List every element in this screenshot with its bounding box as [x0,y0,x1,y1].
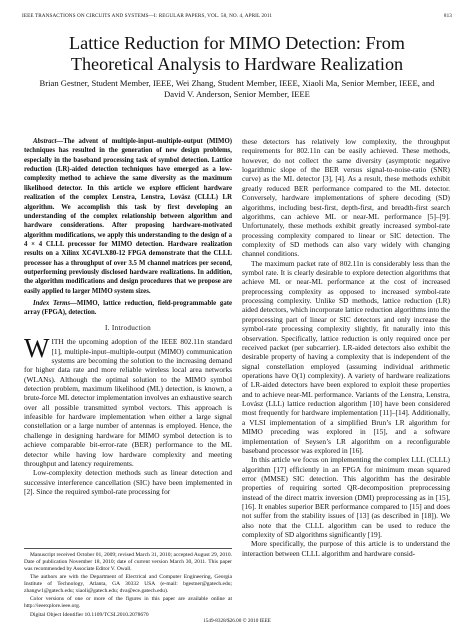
authors-line-1: Brian Gestner, Student Member, IEEE, Wei Zhang, Student Member, IEEE, Xiaoli Ma, Senior Member, IEEE, and [39,78,435,88]
right-paragraph-2: The maximum packet rate of 802.11n is considerably less than the symbol rate. It is clearly desirable to explore detection algorithms that achieve ML or near-ML performance at the cost of increased preprocessing complexity as opposed to increased symbol-rate processing complexity. Unlike SD methods, lattice reduction (LR) aided detectors, which incorporate lattice reduction algorithms into the preprocessing part of linear or SIC detectors and only increase the symbol-rate processing complexity slightly, fit naturally into this observation. Specifically, lattice reduction is only required once per received packet (per subcarrier). LR-aided detectors also exhibit the desirable property of having a complexity that is independent of the signal constellation employed (assuming individual arithmetic operations have O(1) complexity). A variety of hardware realizations of LR-aided detectors have been explored to exploit these properties and to achieve near-ML performance. Variants of the Lenstra, Lenstra, Lovász (LLL) lattice reduction algorithm [10] have been considered most frequently for hardware implementation [11]–[14]. Additionally, a VLSI implementation of a simplified Brun’s LR algorithm for MIMO preceding was explored in [15], and a software implementation of Seysen’s LR algorithm on a reconfigurable baseband processor was explored in [16]. [242,258,450,455]
right-paragraph-4: More specifically, the purpose of this article is to understand the interaction between CLLL algorithm and hardware consid- [242,539,450,558]
index-terms-text: MIMO, lattice reduction, field-programmable gate array (FPGA), detection. [24,300,232,317]
footnote-color: Color versions of one or more of the figures in this paper are available online at http://ieeexplore.ieee.org. [24,596,232,610]
abstract [24,137,232,296]
authors-line-2: David V. Anderson, Senior Member, IEEE [164,88,310,99]
right-column [242,137,450,558]
drop-cap: W [24,333,50,364]
index-terms [24,299,232,318]
footnote-affiliation: The authors are with the Department of Electrical and Computer Engineering, Georgia Institute of Technology, Atlanta, GA 30332 USA (e-mail: bgestner@gatech.edu; zhangw1@gatech.edu; xiaoli@gatech.edu; dva@ece.gatech.edu). [24,574,232,595]
right-paragraph-3: In this article we focus on implementing the complex LLL (CLLL) algorithm [17] efficiently in an FPGA for minimum mean squared error (MMSE) SIC detection. This algorithm has the desirable properties of requiring sorted QR-decomposition preprocessing instead of the direct matrix inversion (DMI) preprocessing as in [15], [16]. It enables superior BER performance compared to [15] and does not suffer from the stability issues of [13] (as described in [18]). We also note that the CLLL algorithm can be used to reduce the complexity of SD algorithms significantly [19]. [242,455,450,540]
page-number: 813 [443,13,452,19]
left-column [24,137,232,496]
right-paragraph-1: these detectors has relatively low complexity, the throughput requirements for 802.11n can be easily achieved. These methods, however, do not collect the same diversity (asymptotic negative logarithmic slope of the BER versus signal-to-noise-ratio (SNR) curve) as the ML detector [3], [4]. As a result, these methods exhibit greatly reduced BER performance compared to the ML detector. Conversely, hardware implementations of sphere decoding (SD) algorithms, including best-first, depth-first, and breadth-first search algorithms, can achieve ML or near-ML performance [5]–[9]. Unfortunately, these methods exhibit greatly increased symbol-rate processing complexity compared to linear or SIC detection. The complexity of SD methods can also vary widely with changing channel conditions. [242,137,450,259]
section-heading-introduction: I. Introduction [104,323,152,332]
author-list [0,78,474,99]
intro-paragraph-1-text: ITH the upcoming adoption of the IEEE 802.11n standard [1], multiple-input–multiple-output (MIMO) communication systems are becoming the solution to the increasing demand for higher data rate and more reliable wireless local area networks (WLANs). Although the optimal solution to the MIMO symbol detection problem, maximum likelihood (ML) detection, is known, a brute-force ML detector implementation involves an exhaustive search over all possible transmitted symbol vectors. This approach is infeasible for hardware implementation when either a large signal constellation or a large number of antennas is employed. Hence, the challenge in designing hardware for MIMO symbol detection is to achieve comparable bit-error-rate (BER) performance to the ML detector while having low hardware complexity and meeting throughput and latency requirements. [24,337,232,468]
footnotes [24,548,232,620]
footnote-received: Manuscript received October 01, 2009; revised March 31, 2010; accepted August 29, 2010. Date of publication November 18, 2010; date of current version March 30, 2011. This paper was recommended by Associate Editor V. Owall. [24,552,232,572]
title-line-1: Lattice Reduction for MIMO Detection: From [69,33,405,53]
intro-paragraph-1 [24,333,232,468]
abstract-label: Abstract— [33,138,64,145]
intro-paragraph-2: Low-complexity detection methods such as linear detection and successive interference cancellation (SIC) have been implemented in [2]. Since the required symbol-rate processing for [24,468,232,496]
paper-title [0,33,474,75]
journal-header: IEEE TRANSACTIONS ON CIRCUITS AND SYSTEMS—I: REGULAR PAPERS, VOL. 58, NO. 4, APRIL 2011 [22,13,273,19]
title-line-2: Theoretical Analysis to Hardware Realization [70,54,404,74]
index-terms-label: Index Terms— [33,300,77,308]
footnote-doi: Digital Object Identifier 10.1109/TCSI.2010.2078670 [30,611,149,618]
abstract-text: The advent of multiple-input–multiple-output (MIMO) techniques has resulted in the generation of new design problems, especially in the baseband processing task of symbol detection. Lattice reduction (LR)-aided detection techniques have emerged as a low-complexity method to achieve the same diversity as the maximum likelihood detector. In this article we explore efficient hardware realization of the complex Lenstra, Lenstra, Lovász (CLLL) LR algorithm. We accomplish this task by first developing an understanding of the complex relationship between algorithm and hardware considerations. After proposing hardware-motivated algorithm modifications, we apply this understanding to the design of a 4 × 4 CLLL processor for MIMO detection. Hardware realization results on a Xilinx XC4VLX80-12 FPGA demonstrate that the CLLL processor has a throughput of over 3.5 M channel matrices per second, outperforming previously disclosed hardware realizations. In addition, the algorithm modifications and design procedures that we propose are easily applied to larger MIMO system sizes. [24,138,232,295]
copyright-footer: 1549-8328/$26.00 © 2010 IEEE [203,618,271,624]
